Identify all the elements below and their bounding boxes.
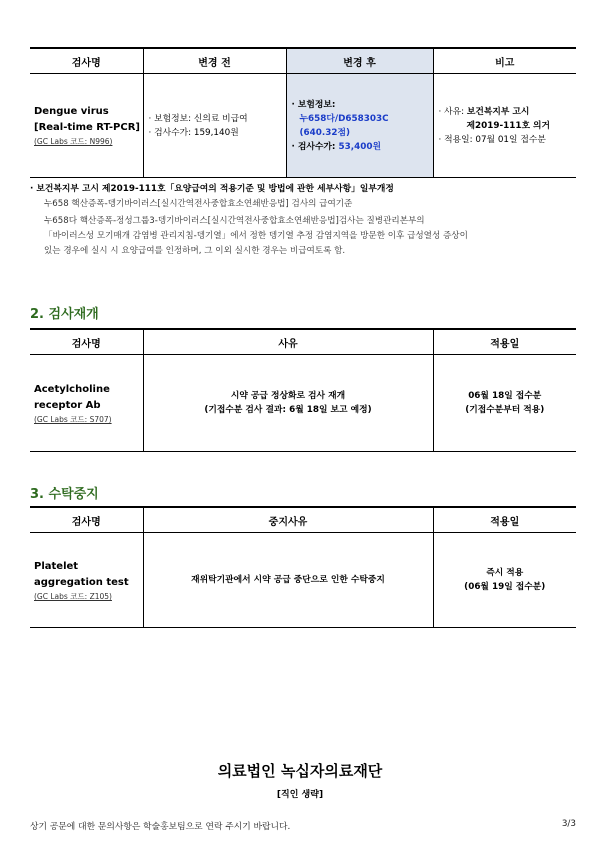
- after-price-label: · 검사수가:: [291, 141, 336, 152]
- s2-test-code: (GC Labs 코드: S707): [34, 414, 112, 424]
- after-insurance-code: 누658다/D658303C: [299, 113, 389, 124]
- note-reason-row: [439, 105, 577, 119]
- s2-date-cell: [433, 355, 576, 452]
- page-number: 3/3: [561, 819, 576, 829]
- notice-block: [30, 182, 576, 259]
- s2-test-name-cell: [30, 355, 143, 452]
- note-cell: [433, 74, 576, 178]
- after-price-row: [292, 140, 433, 154]
- s3-reason-cell: [143, 533, 433, 628]
- s3-test-name-line2: aggregation test: [34, 576, 129, 588]
- s2-header-date: 적용일: [433, 329, 576, 355]
- s2-date-line1: 06월 18일 접수분: [468, 391, 542, 401]
- stop-table: [30, 506, 576, 628]
- header-name: 검사명: [30, 48, 143, 74]
- s3-date-cell: [433, 533, 576, 628]
- test-name-line1: Dengue virus: [34, 106, 109, 117]
- s2-reason-cell: [143, 355, 433, 452]
- after-price-value: 53,400원: [338, 141, 381, 152]
- s3-header-name: 검사명: [30, 507, 143, 533]
- change-table: [30, 47, 576, 178]
- resume-table: [30, 328, 576, 452]
- header-note: 비고: [433, 48, 576, 74]
- header-after: 변경 후: [286, 48, 433, 74]
- s3-test-name-line1: Platelet: [34, 560, 79, 572]
- before-insurance: · 보험정보: 신의료 비급여: [148, 113, 248, 124]
- notice-line4: 있는 경우에 실시 시 요양급여를 인정하며, 그 이외 실시한 경우는 비급여토록 함.: [44, 246, 346, 256]
- section2-title: 2. 검사재개: [30, 307, 99, 322]
- after-insurance-label: · 보험정보:: [291, 99, 336, 110]
- before-cell: [143, 74, 286, 178]
- s3-header-reason: 중지사유: [143, 507, 433, 533]
- header-before: 변경 전: [143, 48, 286, 74]
- s2-test-name-line2: receptor Ab: [34, 399, 101, 411]
- seal-omitted: [직인 생략]: [276, 790, 324, 800]
- s2-date-line2: (기접수분부터 적용): [465, 405, 545, 415]
- notice-line3: 「바이러스성 모기매개 감염병 관리지침-뎅기열」에서 정한 뎅기열 추정 감염지역을 방문한 이후 급성열성 증상이: [44, 231, 468, 241]
- notice-line1: 누658 핵산증폭-뎅기바이러스[실시간역전사중합효소연쇄반응법] 검사의 급여기준: [44, 199, 353, 209]
- s2-reason-line2: (기접수분 검사 결과: 6월 18일 보고 예정): [204, 405, 372, 415]
- note-apply-date: · 적용일: 07월 01일 접수분: [438, 134, 546, 145]
- test-name-cell: [30, 74, 143, 178]
- note-reason-text2: 제2019-111호 의거: [466, 120, 551, 131]
- s3-header-date: 적용일: [433, 507, 576, 533]
- s3-test-name-cell: [30, 533, 143, 628]
- note-reason-label: · 사유:: [438, 106, 467, 117]
- after-cell: [286, 74, 433, 178]
- before-price: · 검사수가: 159,140원: [148, 127, 239, 138]
- s2-reason-line1: 시약 공급 정상화로 검사 재개: [230, 391, 346, 401]
- organization-name: 의료법인 녹십자의료재단: [217, 762, 383, 780]
- notice-line2: 누658다 핵산증폭-정성그룹3-뎅기바이러스[실시간역전사중합효소연쇄반응법]검사는 질병관리본부의: [44, 216, 425, 226]
- s3-date-line2: (06월 19일 접수분): [464, 582, 546, 592]
- section3-title: 3. 수탁중지: [30, 487, 99, 502]
- after-insurance-points: (640.32점): [299, 127, 350, 138]
- contact-note: 상기 공문에 대한 문의사항은 학술홍보팀으로 연락 주시기 바랍니다.: [30, 822, 291, 832]
- test-code: (GC Labs 코드: N996): [34, 137, 113, 146]
- s2-header-name: 검사명: [30, 329, 143, 355]
- s3-reason-text: 재위탁기관에서 시약 공급 중단으로 인한 수탁중지: [191, 575, 385, 585]
- s3-date-line1: 즉시 적용: [486, 568, 524, 578]
- s2-header-reason: 사유: [143, 329, 433, 355]
- note-reason-text1: 보건복지부 고시: [466, 106, 530, 117]
- s3-test-code: (GC Labs 코드: Z105): [34, 591, 112, 601]
- test-name-line2: [Real-time RT-PCR]: [34, 122, 140, 133]
- notice-title: · 보건복지부 고시 제2019-111호「요양급여의 적용기준 및 방법에 관한 세부사항」일부개정: [30, 184, 394, 194]
- s2-test-name-line1: Acetylcholine: [34, 383, 110, 395]
